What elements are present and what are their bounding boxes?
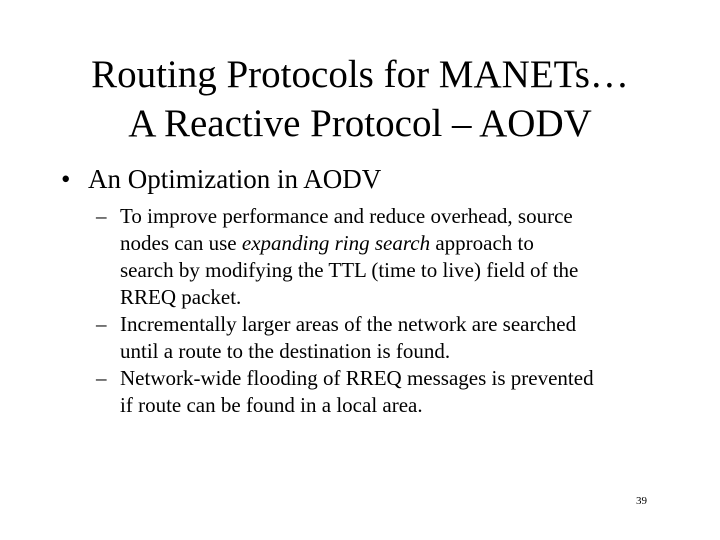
sub-bullet-1-line-2-start: nodes can use [120, 231, 242, 255]
sub-bullet-1-line-2-end: approach to [430, 231, 534, 255]
sub-bullet-1-line-4: RREQ packet. [120, 285, 242, 309]
title-line-1: Routing Protocols for MANETs… [91, 53, 629, 96]
dash-icon: – [96, 366, 107, 390]
dash-icon: – [96, 204, 107, 228]
bullet-dot-icon: • [61, 164, 71, 194]
bullet-text: An Optimization in AODV [88, 164, 382, 194]
sub-bullet-1-line-1: To improve performance and reduce overhead, source [120, 204, 573, 228]
sub-bullet-3 [96, 365, 680, 419]
sub-bullet-1-line-2 [120, 230, 680, 257]
sub-bullet-list [96, 203, 680, 419]
slide-title [0, 50, 720, 148]
bullet-item [61, 162, 382, 196]
dash-icon: – [96, 312, 107, 336]
sub-bullet-2 [96, 311, 680, 365]
page-number: 39 [636, 495, 647, 507]
sub-bullet-3-line-1: Network-wide flooding of RREQ messages is prevented [120, 366, 594, 390]
sub-bullet-1 [96, 203, 680, 311]
sub-bullet-2-line-1: Incrementally larger areas of the network are searched [120, 312, 577, 336]
sub-bullet-1-line-3: search by modifying the TTL (time to live) field of the [120, 258, 579, 282]
sub-bullet-3-line-2: if route can be found in a local area. [120, 393, 423, 417]
sub-bullet-2-line-2: until a route to the destination is found. [120, 339, 451, 363]
title-line-2: A Reactive Protocol – AODV [128, 102, 592, 145]
emphasized-term: expanding ring search [241, 231, 431, 255]
